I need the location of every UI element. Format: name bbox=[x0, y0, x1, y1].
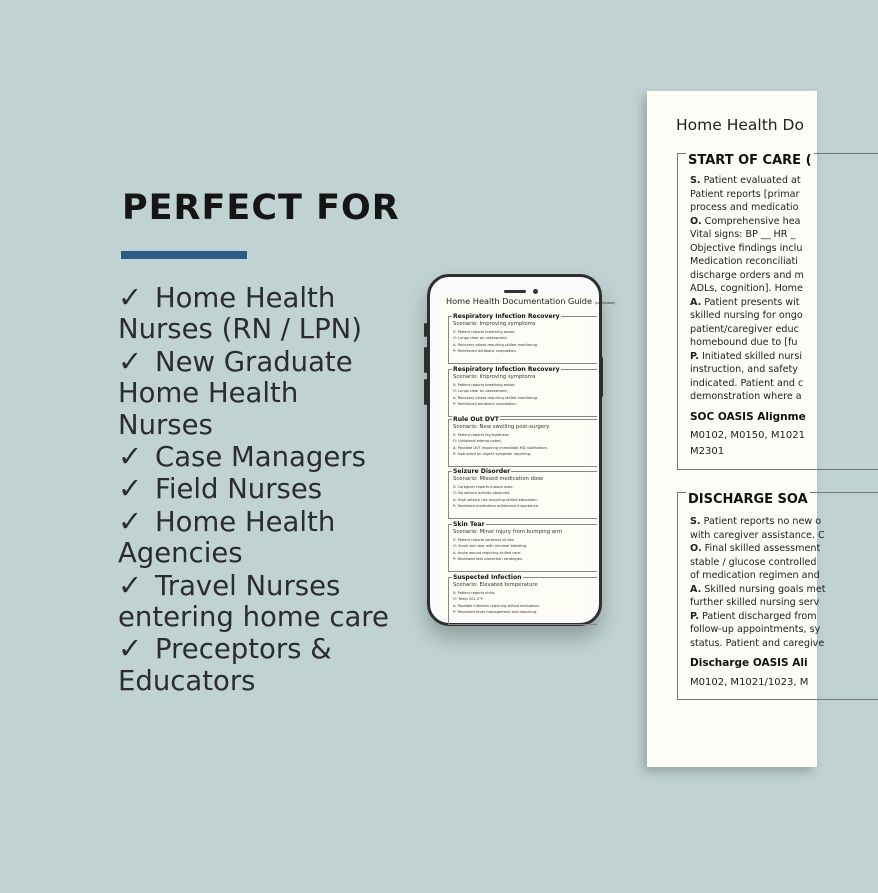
document-line-text: Final skilled assessment bbox=[701, 543, 821, 554]
document-line-text: discharge orders and m bbox=[690, 269, 804, 281]
phone-volume-down-button bbox=[424, 379, 427, 405]
document-line-text: Initiated skilled nursi bbox=[698, 350, 803, 362]
note-card-line: O: Small skin tear with minimal bleeding. bbox=[453, 544, 528, 549]
discharge-section bbox=[677, 492, 878, 700]
note-card-line: A: Possible infection requiring skilled evaluation. bbox=[453, 603, 541, 608]
document-text-line bbox=[690, 324, 799, 335]
note-card-title: Seizure Disorder bbox=[453, 468, 511, 475]
start-of-care-heading: START OF CARE ( bbox=[688, 153, 812, 168]
document-line-text: ADLs, cognition]. Home bbox=[690, 283, 803, 294]
note-card-scenario: Scenario: New swelling post-surgery bbox=[453, 424, 550, 430]
oasis-alignment-heading: SOC OASIS Alignme bbox=[690, 411, 806, 423]
document-text-line bbox=[690, 216, 801, 227]
checkmark-icon: ✓ bbox=[118, 280, 143, 314]
audience-item-text: Nurses bbox=[118, 408, 213, 441]
phone-side-button bbox=[424, 323, 427, 337]
document-line-text: Patient reports [primar bbox=[690, 188, 800, 200]
document-line-text: Medication reconciliati bbox=[690, 256, 798, 267]
soap-letter: A. bbox=[690, 296, 702, 308]
note-card-line: S: Patient reports soreness at site. bbox=[453, 538, 515, 542]
screen-title: Home Health Documentation Guide (continued) bbox=[446, 296, 615, 306]
note-card-scenario: Scenario: Elevated temperature bbox=[453, 582, 538, 588]
note-card-line: A: Acute wound requiring skilled care. bbox=[453, 550, 522, 555]
note-card-line: A: Possible DVT requiring immediate MD notification. bbox=[453, 445, 549, 450]
audience-item-text: Home Health bbox=[155, 505, 336, 538]
note-card bbox=[448, 574, 597, 625]
note-card-line: O: Lungs clear on assessment. bbox=[453, 389, 508, 394]
note-card-title: Respiratory Infection Recovery bbox=[453, 313, 560, 320]
note-card-line: P: Reviewed medication adherence importance. bbox=[453, 503, 540, 508]
audience-item bbox=[118, 282, 418, 346]
audience-item-text: Preceptors & bbox=[155, 633, 332, 666]
document-line-text: Comprehensive hea bbox=[701, 215, 801, 227]
document-text-line bbox=[690, 283, 803, 294]
checkmark-icon: ✓ bbox=[118, 343, 143, 378]
document-line-text: Patient evaluated at bbox=[700, 175, 801, 186]
document-line-text: Patient presents wit bbox=[701, 296, 800, 308]
document-text-line bbox=[690, 337, 797, 348]
document-text-line bbox=[690, 270, 804, 281]
oasis-alignment-heading: Discharge OASIS Ali bbox=[690, 657, 808, 669]
audience-item-text: Home Health bbox=[118, 377, 299, 410]
document-text-line bbox=[690, 202, 798, 213]
document-line-text: Patient discharged from bbox=[698, 610, 817, 622]
soap-letter: S. bbox=[690, 516, 701, 527]
audience-item-text: Case Managers bbox=[155, 441, 366, 474]
audience-item-text: Home Health bbox=[155, 282, 336, 314]
document-text-line bbox=[690, 624, 820, 635]
document-text-line bbox=[690, 364, 798, 375]
note-card-line: P: Reinforced antibiotic completion. bbox=[453, 348, 517, 353]
note-card-line: S: Caregiver reports missed dose. bbox=[453, 485, 514, 489]
audience-item bbox=[118, 503, 418, 570]
document-line-text: stable / glucose controlled bbox=[690, 556, 817, 568]
document-line-text: indicated. Patient and c bbox=[690, 377, 804, 389]
oasis-codes: M0102, M1021/1023, M bbox=[690, 677, 809, 688]
audience-list bbox=[118, 282, 418, 697]
note-card-line: P: Reviewed skin protection strategies. bbox=[453, 556, 523, 561]
accent-divider bbox=[121, 251, 247, 259]
start-of-care-section bbox=[677, 153, 878, 470]
audience-item bbox=[118, 343, 418, 441]
audience-item-text: Nurses (RN / LPN) bbox=[118, 313, 362, 346]
note-card-line: P: Reviewed fever management and reporting. bbox=[453, 609, 538, 614]
note-card-scenario: Scenario: Improving symptoms bbox=[453, 374, 536, 380]
checkmark-icon: ✓ bbox=[118, 471, 143, 506]
audience-item-text: Educators bbox=[118, 664, 256, 697]
note-card-line: S: Patient reports breathing easier. bbox=[453, 330, 516, 334]
note-card-title: Rule Out DVT bbox=[453, 416, 499, 423]
document-line-text: instruction, and safety bbox=[690, 364, 798, 375]
document-line-text: Patient reports no new o bbox=[700, 516, 822, 527]
document-line-text: further skilled nursing serv bbox=[690, 597, 820, 608]
note-card-line: O: No seizure activity observed. bbox=[453, 491, 511, 496]
audience-item-text: New Graduate bbox=[155, 345, 353, 378]
document-line-text: demonstration where a bbox=[690, 391, 802, 402]
soap-letter: P. bbox=[690, 610, 699, 622]
note-card-scenario: Scenario: Improving symptoms bbox=[453, 321, 536, 327]
audience-item bbox=[118, 441, 418, 473]
phone-screen bbox=[441, 294, 615, 616]
audience-item-text: Field Nurses bbox=[155, 473, 323, 506]
document-text-line bbox=[690, 611, 817, 622]
document-text-line bbox=[690, 391, 802, 402]
audience-item bbox=[118, 633, 418, 697]
document-text-line bbox=[690, 256, 798, 267]
document-text-line bbox=[690, 310, 803, 321]
document-line-text: with caregiver assistance. C bbox=[690, 529, 825, 541]
document-line-text: Skilled nursing goals met bbox=[701, 583, 826, 595]
audience-item bbox=[118, 567, 418, 634]
phone-mockup bbox=[427, 274, 615, 626]
note-card bbox=[448, 313, 597, 364]
document-line-text: status. Patient and caregive bbox=[690, 637, 825, 649]
note-card-line: O: Lungs clear on assessment. bbox=[453, 336, 508, 341]
discharge-heading: DISCHARGE SOA bbox=[688, 492, 808, 507]
checkmark-icon: ✓ bbox=[118, 567, 143, 602]
screen-title-suffix: (continued) bbox=[594, 301, 615, 305]
document-line-text: homebound due to [fu bbox=[690, 337, 798, 348]
soap-letter: O. bbox=[690, 215, 702, 227]
soap-letter: P. bbox=[690, 350, 699, 362]
note-card-scenario: Scenario: Minor injury from bumping arm bbox=[453, 529, 563, 535]
document-line-text: process and medicatio bbox=[690, 202, 799, 213]
note-card-line: P: Reinforced antibiotic completion. bbox=[453, 401, 517, 406]
audience-item-text: Travel Nurses bbox=[155, 569, 341, 602]
note-card-line: S: Patient reports leg tightness. bbox=[453, 433, 510, 437]
phone-volume-up-button bbox=[424, 347, 427, 373]
document-title: Home Health Do bbox=[676, 116, 804, 134]
document-text-line bbox=[690, 516, 821, 527]
document-line-text: Vital signs: BP __ HR _ bbox=[690, 229, 796, 240]
audience-item-text: Agencies bbox=[118, 537, 243, 570]
document-text-line bbox=[690, 543, 820, 554]
note-card-line: S: Patient reports breathing easier. bbox=[453, 383, 516, 387]
document-line-text: of medication regimen and bbox=[690, 570, 820, 581]
phone-speaker bbox=[504, 290, 526, 293]
document-page bbox=[647, 91, 826, 767]
document-text-line bbox=[690, 175, 801, 186]
document-text-line bbox=[690, 584, 826, 595]
checkmark-icon: ✓ bbox=[118, 439, 143, 474]
document-text-line bbox=[690, 297, 800, 308]
document-text-line bbox=[690, 530, 825, 541]
note-card-line: A: Recovery phase requiring skilled monitoring. bbox=[453, 342, 539, 347]
audience-item-text: entering home care bbox=[118, 601, 389, 634]
note-card bbox=[448, 366, 597, 417]
note-card bbox=[448, 468, 597, 519]
soap-letter: A. bbox=[690, 583, 702, 595]
document-line-text: Objective findings inclu bbox=[690, 242, 803, 254]
note-card bbox=[448, 521, 597, 572]
note-card-line: O: Unilateral edema noted. bbox=[453, 439, 502, 444]
document-text-line bbox=[690, 189, 799, 200]
phone-power-button bbox=[600, 357, 603, 397]
document-text-line bbox=[690, 229, 795, 240]
document-line-text: follow-up appointments, sy bbox=[690, 624, 821, 635]
document-text-line bbox=[690, 638, 824, 649]
note-card-line: S: Patient reports chills. bbox=[453, 591, 496, 595]
note-card-line: O: Temp 101.2°F. bbox=[453, 597, 484, 602]
document-line-text: skilled nursing for ongo bbox=[690, 310, 803, 321]
note-card-title: Suspected Infection bbox=[453, 574, 522, 581]
document-text-line bbox=[690, 351, 802, 362]
note-card-title: Skin Tear bbox=[453, 521, 485, 528]
document-text-line bbox=[690, 557, 816, 568]
soap-letter: O. bbox=[690, 543, 702, 554]
document-text-line bbox=[690, 570, 820, 581]
note-card-line: A: Recovery phase requiring skilled monitoring. bbox=[453, 395, 539, 400]
soap-letter: S. bbox=[690, 175, 701, 186]
note-card-line: P: Instructed on urgent symptom reporting. bbox=[453, 451, 532, 456]
document-line-text: patient/caregiver educ bbox=[690, 323, 799, 335]
document-text-line bbox=[690, 597, 819, 608]
note-card-title: Respiratory Infection Recovery bbox=[453, 366, 560, 373]
oasis-codes: M2301 bbox=[690, 446, 725, 457]
note-card-line: A: High seizure risk requiring skilled education. bbox=[453, 497, 538, 502]
document-text-line bbox=[690, 243, 802, 254]
section-heading: PERFECT FOR bbox=[122, 188, 400, 228]
audience-item bbox=[118, 473, 418, 505]
note-card-scenario: Scenario: Missed medication dose bbox=[453, 476, 544, 482]
note-card bbox=[448, 416, 597, 467]
checkmark-icon: ✓ bbox=[118, 503, 143, 538]
checkmark-icon: ✓ bbox=[118, 631, 143, 666]
oasis-codes: M0102, M0150, M1021 bbox=[690, 430, 805, 441]
document-text-line bbox=[690, 378, 803, 389]
